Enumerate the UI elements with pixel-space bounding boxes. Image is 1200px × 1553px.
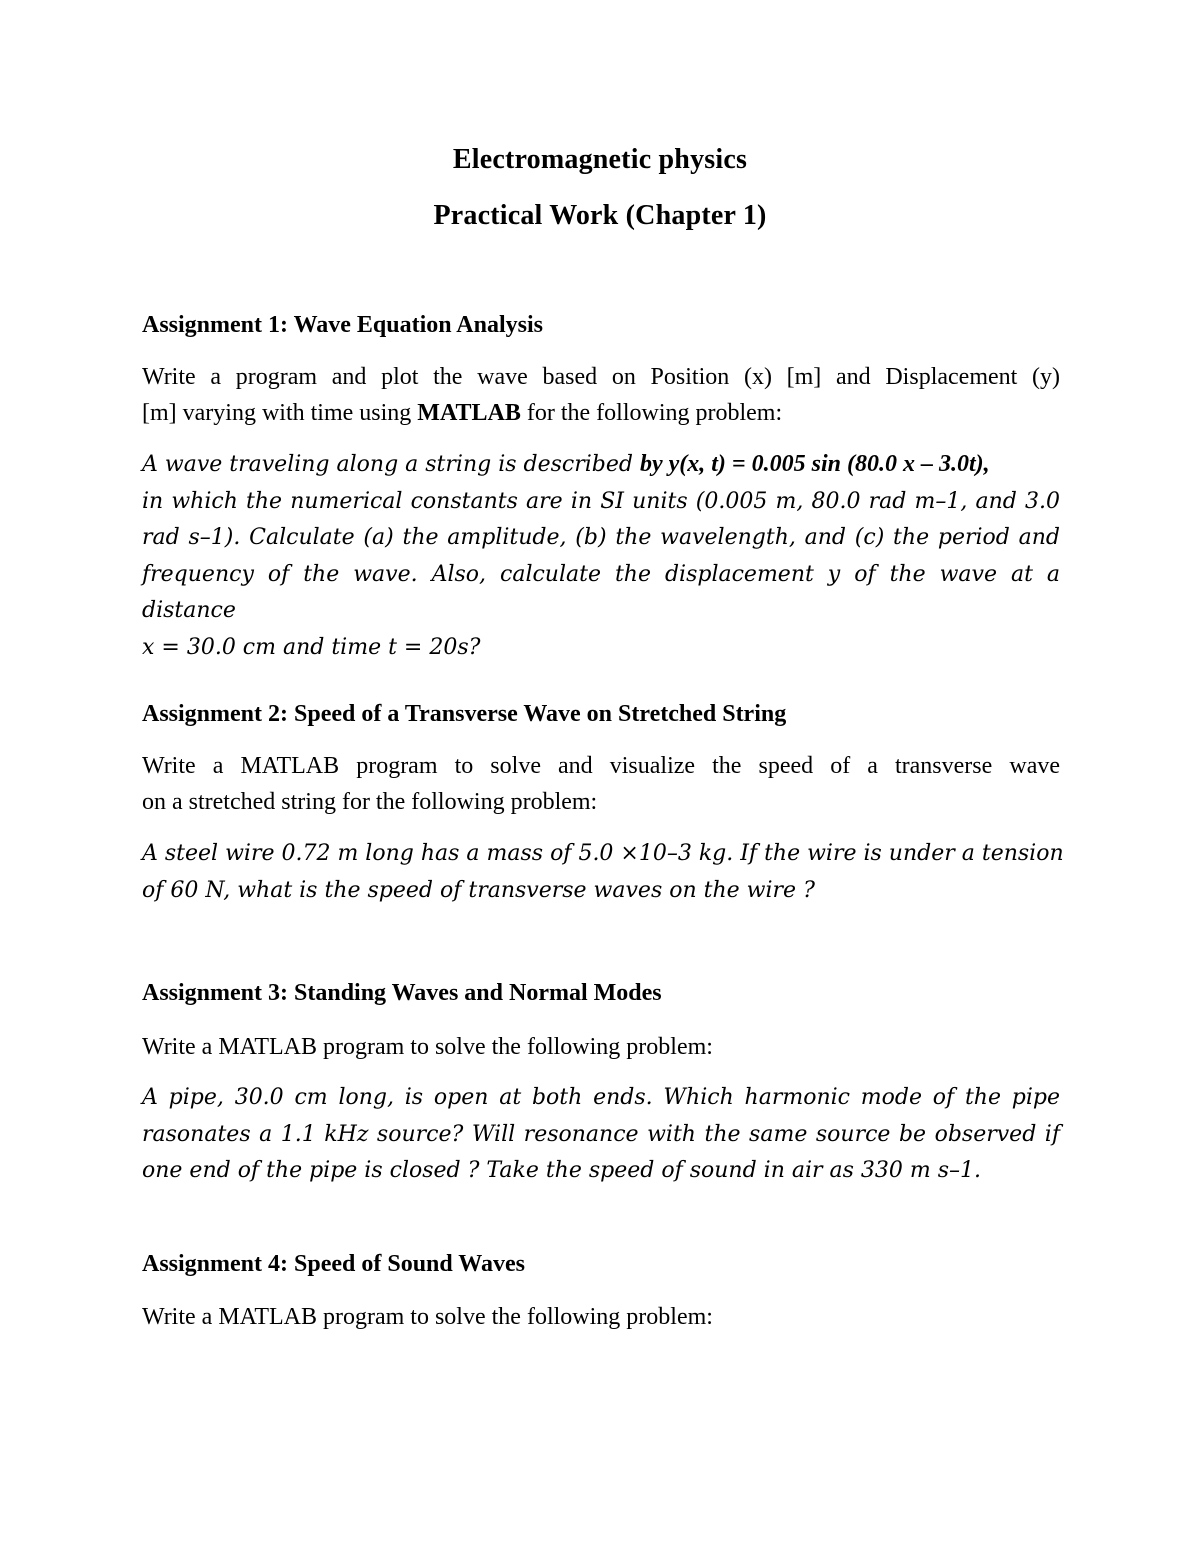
assignment-2-instruction-line2: on a stretched string for the following problem: bbox=[142, 789, 598, 815]
assignment-4-instruction bbox=[142, 1299, 1060, 1335]
document-subtitle: Practical Work (Chapter 1) bbox=[433, 200, 767, 231]
assignment-1-problem-line4: frequency of the wave. Also, calculate the displacement y of the wave at a distance bbox=[142, 561, 1060, 623]
assignment-3-problem-line1: A pipe, 30.0 cm long, is open at both ends. Which harmonic mode of the pipe bbox=[142, 1085, 1060, 1110]
assignment-1-instruction-line1: Write a program and plot the wave based on Position (x) [m] and Displacement (y) bbox=[142, 364, 1060, 390]
assignment-4-instruction-line1: Write a MATLAB program to solve the following problem: bbox=[142, 1304, 713, 1330]
assignment-1-problem-line3: rad s–1). Calculate (a) the amplitude, (b) the wavelength, and (c) the period and bbox=[142, 525, 1060, 550]
assignment-1-instruction bbox=[142, 359, 1060, 431]
assignment-1-problem-line2: in which the numerical constants are in SI units (0.005 m, 80.0 rad m–1, and 3.0 bbox=[142, 488, 1060, 514]
wave-equation: by y(x, t) = 0.005 sin (80.0 x – 3.0t), bbox=[639, 451, 990, 477]
assignment-1-heading: Assignment 1: Wave Equation Analysis bbox=[142, 312, 543, 338]
document-title: Electromagnetic physics bbox=[452, 144, 748, 175]
assignment-4-heading: Assignment 4: Speed of Sound Waves bbox=[142, 1251, 525, 1277]
assignment-3-problem-line2: rasonates a 1.1 kHz source? Will resonance with the same source be observed if bbox=[142, 1121, 1060, 1147]
assignment-3-problem bbox=[142, 1080, 1060, 1190]
instruction-text: for the following problem: bbox=[520, 400, 783, 426]
assignment-3-problem-line3: one end of the pipe is closed ? Take the speed of sound in air as 330 m s–1. bbox=[142, 1158, 982, 1183]
assignment-2-instruction bbox=[142, 748, 1060, 820]
matlab-keyword: MATLAB bbox=[417, 400, 521, 426]
assignment-1-problem-line1 bbox=[142, 446, 1060, 484]
assignment-2-instruction-line1: Write a MATLAB program to solve and visualize the speed of a transverse wave bbox=[142, 753, 1060, 779]
assignment-1-instruction-line2 bbox=[142, 395, 1060, 431]
assignment-2-problem-line1: A steel wire 0.72 m long has a mass of 5.0 ×10–3 kg. If the wire is under a tension bbox=[142, 841, 1064, 866]
assignment-1-problem-line5: x = 30.0 cm and time t = 20s? bbox=[142, 634, 481, 660]
assignment-3-instruction-line1: Write a MATLAB program to solve the following problem: bbox=[142, 1034, 713, 1060]
assignment-3-instruction bbox=[142, 1029, 1060, 1065]
problem-text: A wave traveling along a string is described bbox=[142, 452, 640, 477]
assignment-2-problem-line2: of 60 N, what is the speed of transverse waves on the wire ? bbox=[142, 877, 815, 903]
assignment-3-heading: Assignment 3: Standing Waves and Normal Modes bbox=[142, 980, 662, 1006]
assignment-2-problem bbox=[142, 836, 1064, 909]
instruction-text: [m] varying with time using bbox=[142, 400, 418, 426]
assignment-1-problem bbox=[142, 446, 1060, 666]
assignment-2-heading: Assignment 2: Speed of a Transverse Wave on Stretched String bbox=[142, 701, 787, 727]
